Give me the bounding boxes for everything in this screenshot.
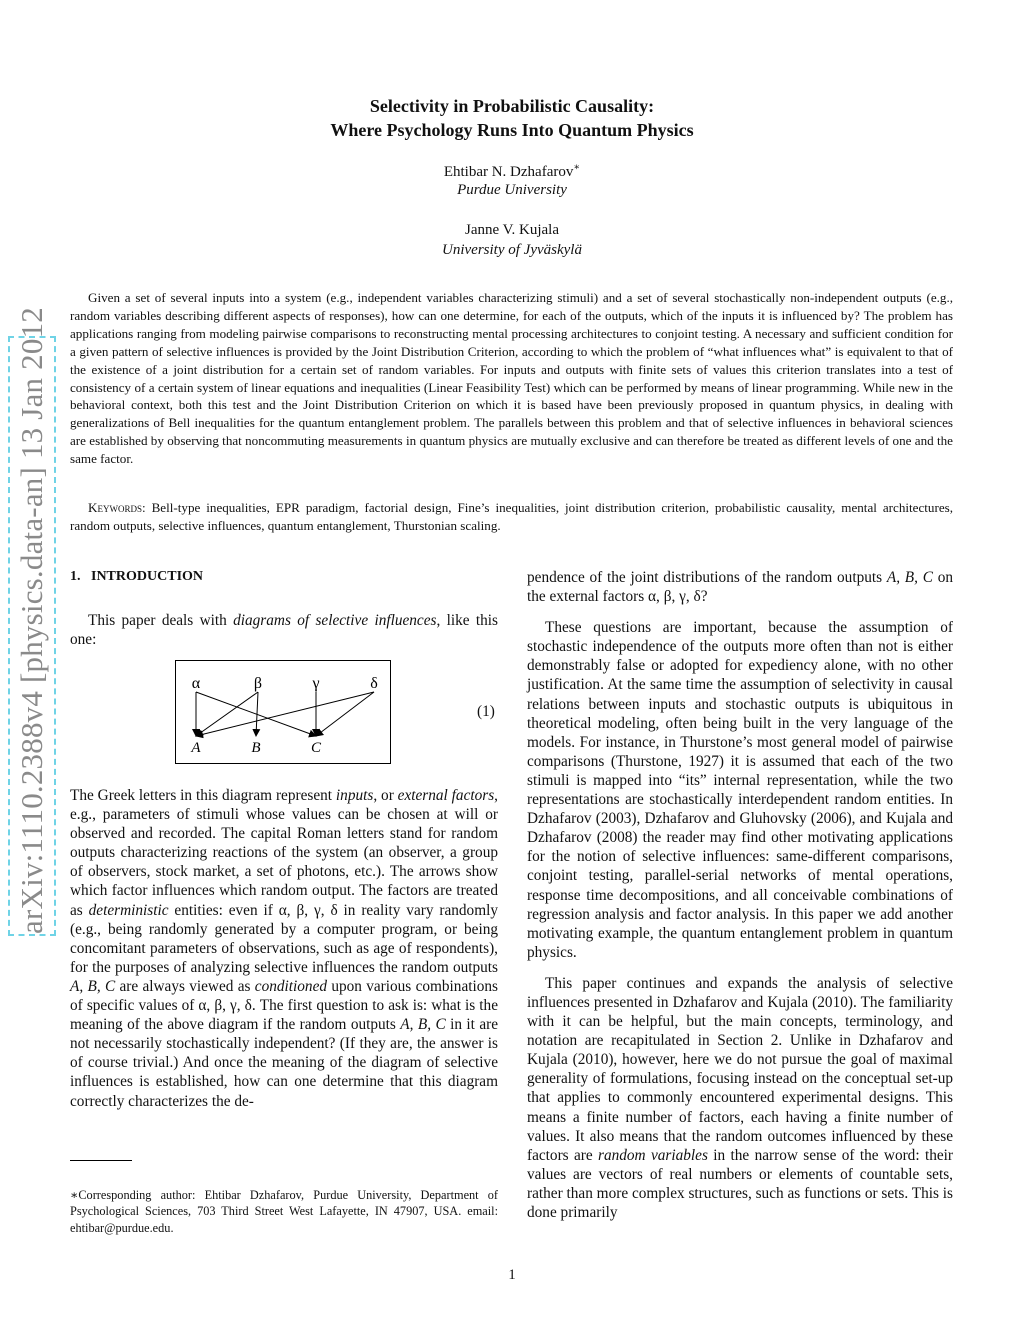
p2-run: , e.g., parameters of stimuli whose values can be chosen at will or observed and recorded. The capital Roman letters stand for random outputs characterizing reactions of the system (an observer, a group of observers, stock market, a set of photons, etc.). The arrows show which factor influences which random output. The factors are treated as: [70, 787, 498, 919]
author-1: [200, 162, 824, 181]
diagram-arrow: [196, 692, 258, 736]
right_p0-run: pendence of the joint distributions of the random outputs: [527, 569, 887, 586]
intro-p1-text-a: This paper deals with: [88, 612, 234, 629]
p2-run: The Greek letters in this diagram represent: [70, 787, 336, 804]
keywords: Keywords: Bell-type inequalities, EPR paradigm, factorial design, Fine’s inequalities, joint distribution criterion, probabilistic causality, mental architectures, random outputs, selective influences, quantum entanglement, Thurstonian scaling.: [70, 500, 953, 533]
paper-title-line2: Where Psychology Runs Into Quantum Physics: [330, 120, 694, 140]
diagram-input-label: γ: [312, 675, 320, 692]
section-number: 1.: [70, 569, 81, 584]
abstract-text: Given a set of several inputs into a system (e.g., independent variables characterizing stimuli) and a set of several stochastically non-independent outputs (e.g., random variables describing different aspects of responses), how can one determine, for each of the outputs, which of the inputs it is influenced by? The problem has applications ranging from modeling pairwise comparisons to reconstructing mental processing architectures to conjoint testing. A necessary and sufficient condition for a given pattern of selective influences is provided by the Joint Distribution Criterion, according to which the problem of “what influences what” is equivalent to that of the existence of a joint distribution for a certain set of random variables. For inputs and outputs with finite sets of values this criterion translates into a test of consistency of a certain system of linear equations and inequalities (Linear Feasibility Test) which can be performed by means of linear programming. While new in the behavioral context, both this test and the Joint Distribution Criterion on which it is based have been previously proposed in quantum physics, in dealing with generalizations of Bell inequalities for the quantum entanglement problem. The parallels between this problem and that of selective influences in behavioral sciences are established by observing that noncommuting measurements in quantum physics are mutually exclusive and can therefore be treated as different levels of one and the same factor.: [70, 290, 953, 467]
diagram-input-label: β: [253, 675, 263, 692]
intro-p2-text: [70, 786, 498, 1111]
right-p2-text: [527, 974, 953, 1222]
footnote: [70, 1187, 498, 1236]
intro-paragraph-1: [70, 611, 498, 649]
p2-run: conditioned: [254, 977, 328, 995]
equation-number: (1): [477, 703, 495, 720]
intro-p1-text-b: , like this one:: [70, 612, 498, 649]
p2-run: , or: [373, 787, 398, 804]
keywords-text: Bell-type inequalities, EPR paradigm, factorial design, Fine’s inequalities, joint distribution criterion, probabilistic causality, mental architectures, random outputs, selective influences, quantum entanglement, Thurstonian scaling.: [70, 500, 953, 533]
right_p2-run: random variables: [598, 1146, 708, 1164]
keywords-label: Keywords: [88, 500, 142, 515]
footnote-text: ∗Corresponding author: Ehtibar Dzhafarov, Purdue University, Department of Psychological Sciences, 703 Third Street West Lafayette, IN 47907, USA. email: ehtibar@purdue.edu.: [70, 1188, 498, 1235]
p2-run: external factors: [397, 787, 495, 804]
diagram-input-label: δ: [370, 675, 378, 692]
diagram-output-label: A: [191, 740, 201, 756]
author-1-marker: ∗: [573, 162, 581, 173]
section-heading: [70, 569, 203, 585]
intro-p1-emphasis: diagrams of selective influences: [233, 612, 437, 629]
intro-paragraph-2: [70, 786, 498, 1111]
diagram-output-label: C: [310, 740, 322, 756]
author-2-name: Janne V. Kujala: [464, 222, 559, 238]
right_p2-run: in the narrow sense of the word: their values are vectors of real numbers or elements of countable sets, rather than more complex structures, such as functions or sets. This is done primarily: [527, 1146, 953, 1221]
diagram-svg: [176, 661, 390, 763]
p2-run: deterministic: [88, 901, 169, 919]
section-title: INTRODUCTION: [91, 569, 204, 584]
p2-run: A, B, C: [70, 977, 116, 995]
right-column: [527, 568, 953, 1222]
author-1-affiliation: Purdue University: [457, 182, 567, 198]
diagram-arrow: [196, 692, 374, 736]
abstract: [70, 289, 953, 468]
p2-run: upon various combinations of specific values of α, β, γ, δ. The first question to ask is: what is the meaning of the above diagram if the random outputs: [70, 977, 498, 1034]
paper-title-line1: Selectivity in Probabilistic Causality:: [369, 96, 655, 116]
author-1-name: Ehtibar N. Dzhafarov: [443, 164, 574, 180]
right_p0-run: A, B, C: [886, 569, 933, 586]
p2-run: are always viewed as: [115, 977, 255, 995]
p2-run: inputs: [335, 787, 374, 804]
selective-influence-diagram: [175, 660, 391, 764]
page-number: 1: [508, 1267, 516, 1283]
arxiv-identifier-stamp: arXiv:1110.2388v4 [physics.data-an] 13 Jan 2012: [8, 336, 56, 936]
p2-run: entities: even if α, β, γ, δ in reality vary randomly (e.g., being randomly generated by a computer program, or being concomitant parameters of observations, such as age of respondents), for the purposes of analyzing selective influences the random outputs: [70, 901, 498, 976]
p2-run: in it are not necessarily stochastically independent? (If they are, the answer is of course trivial.) And once the meaning of the diagram of selective influences is established, how can one determine that this diagram correctly characterizes the de-: [70, 1016, 498, 1110]
diagram-input-label: α: [191, 675, 201, 692]
diagram-arrow: [316, 692, 374, 736]
right-p1-text: These questions are important, because the assumption of stochastic independence of the outputs more often than not is either demonstrably false or adopted for expediency alone, with no other justification. At the same time the assumption of selectivity in causal relations between inputs and stochastic outputs is ubiquitous in theoretical modeling, often being built in the very language of the models. For instance, in Thurstone’s most general model of pairwise comparisons (Thurstone, 1927) it is assumed that each of the two stimuli is mapped into “its” internal representation, while the two representations are stochastically interdependent random entities. In Dzhafarov (2003), Dzhafarov and Gluhovsky (2006), and Kujala and Dzhafarov (2008) the reader may find other motivating applications for the notion of selective influences: same-different comparisons, conjoint testing, parallel-serial networks of mental operations, response time decompositions, and all conceivable combinations of regression analysis and factor analysis. In this paper we add another motivating example, the quantum entanglement problem in quantum physics.: [527, 619, 953, 961]
diagram-output-label: B: [251, 740, 261, 756]
right_p0-run: on the external factors α, β, γ, δ?: [527, 569, 953, 606]
author-2-affiliation: University of Jyväskylä: [442, 242, 582, 258]
p2-run: A, B, C: [400, 1016, 446, 1034]
right-p0-text: [527, 568, 953, 606]
footnote-rule: [70, 1160, 132, 1161]
right_p2-run: This paper continues and expands the analysis of selective influences presented in Dzhafarov and Kujala (2010). The familiarity with it can be helpful, but the main concepts, terminology, and notation are recapitulated in Section 2. Unlike in Dzhafarov and Kujala (2010), however, here we do not pursue the goal of maximal generality of formulations, focusing instead on the conceptual set-up that applies to commonly encountered experimental designs. This means a finite number of factors, each having a finite number of values. It also means that the random outcomes influenced by these factors are: [527, 974, 953, 1164]
